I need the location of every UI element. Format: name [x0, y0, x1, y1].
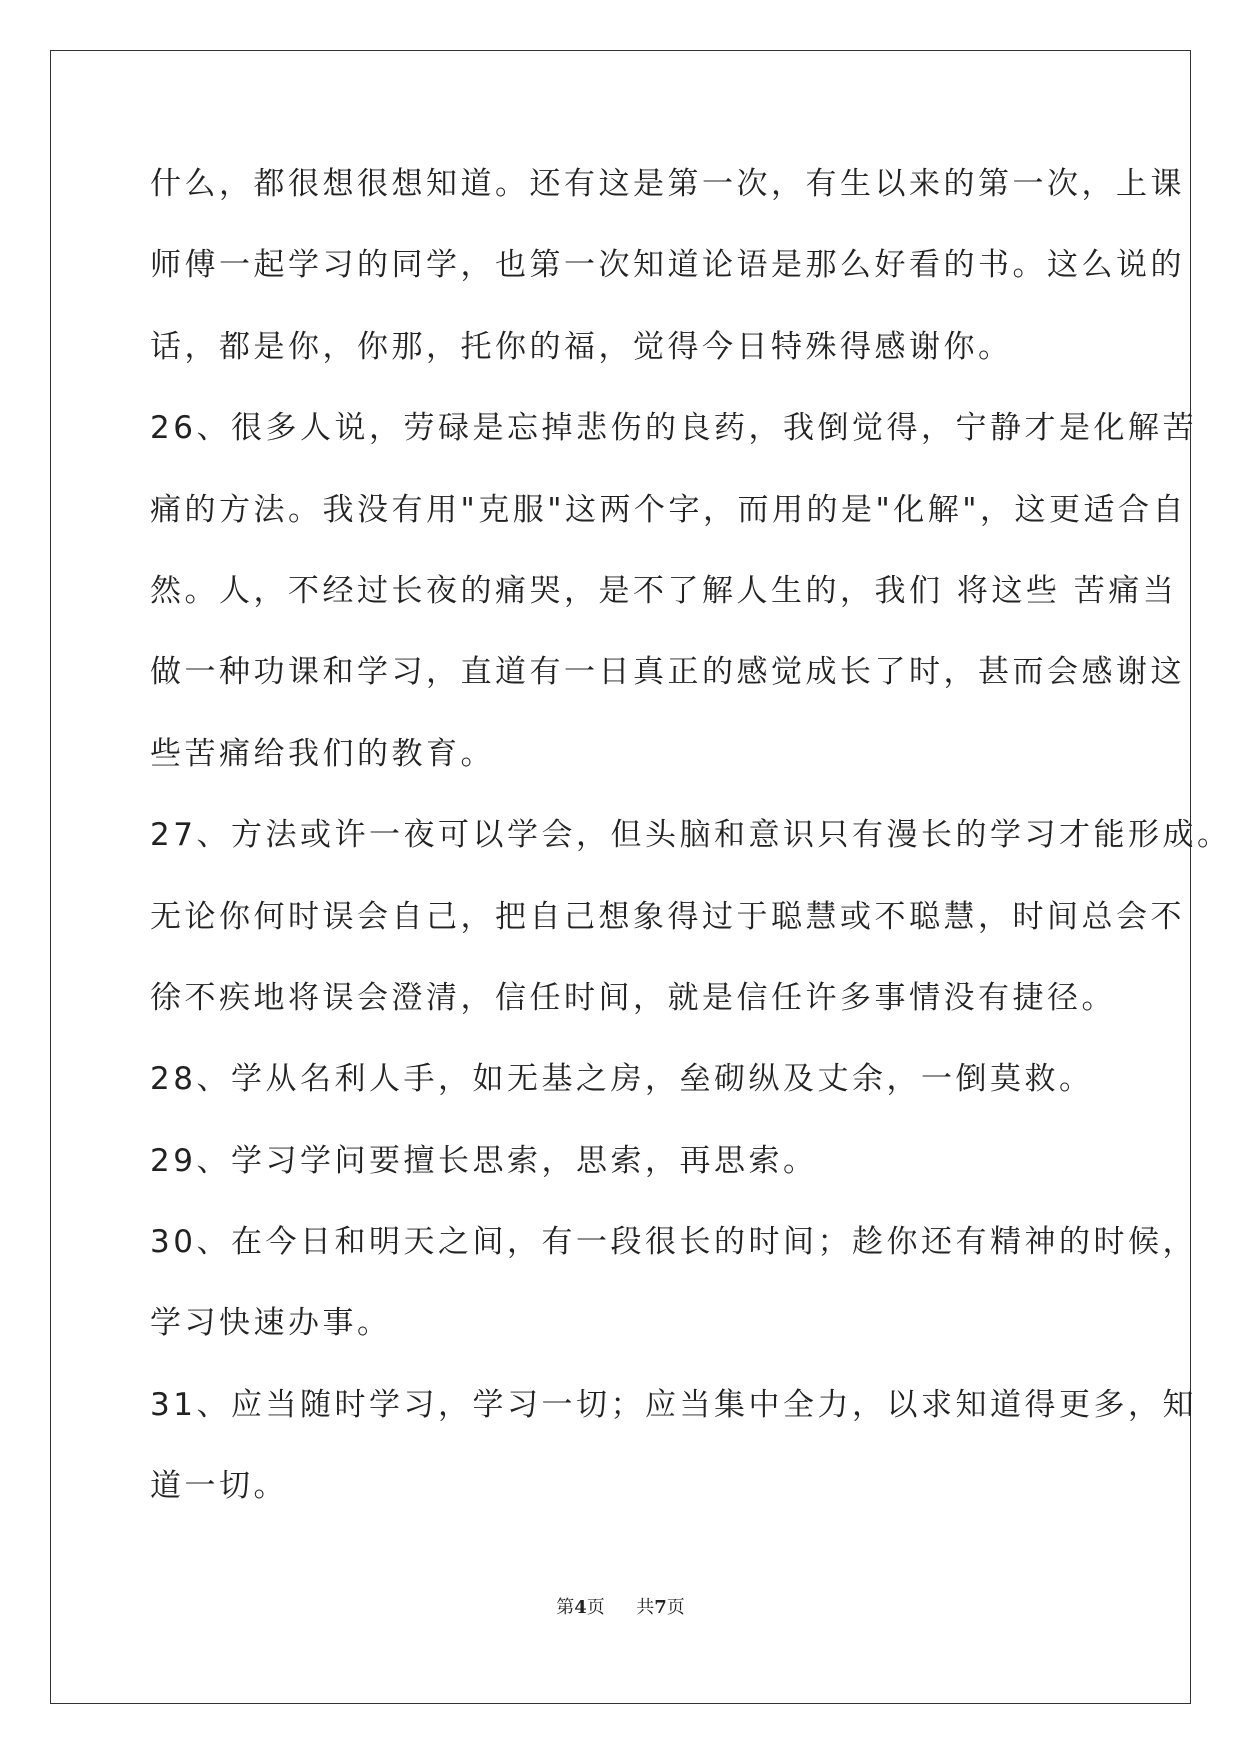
current-page-number: 4 [574, 1597, 587, 1618]
total-page-number: 7 [654, 1597, 667, 1618]
page-footer [0, 1596, 1241, 1620]
document-body [150, 158, 1232, 1542]
page-prefix: 第 [556, 1597, 575, 1618]
page-total-label [636, 1597, 685, 1618]
text-line: 30、在今日和明天之间，有一段很长的时间；趁你还有精神的时候， [150, 1224, 1197, 1261]
text-line: 26、很多人说，劳碌是忘掉悲伤的良药，我倒觉得，宁静才是化解苦 [150, 410, 1197, 447]
text-line: 无论你何时误会自己，把自己想象得过于聪慧或不聪慧，时间总会不 [150, 898, 1185, 935]
text-line: 徐不疾地将误会澄清，信任时间，就是信任许多事情没有捷径。 [150, 979, 1116, 1016]
page-number-label [556, 1597, 610, 1618]
text-line: 29、学习学问要擅长思索，思索，再思索。 [150, 1142, 818, 1179]
text-line: 些苦痛给我们的教育。 [150, 735, 495, 772]
text-line: 做一种功课和学习，直道有一日真正的感觉成长了时，甚而会感谢这 [150, 654, 1185, 691]
total-suffix: 页 [666, 1597, 685, 1618]
total-prefix: 共 [636, 1597, 655, 1618]
text-line: 师傅一起学习的同学，也第一次知道论语是那么好看的书。这么说的 [150, 247, 1185, 284]
text-line: 31、应当随时学习，学习一切；应当集中全力，以求知道得更多，知 [150, 1386, 1197, 1423]
text-line: 27、方法或许一夜可以学会，但头脑和意识只有漫长的学习才能形成。 [150, 817, 1232, 854]
text-line: 话，都是你，你那，托你的福，觉得今日特殊得感谢你。 [150, 328, 1013, 365]
text-line: 28、学从名利人手，如无基之房，垒砌纵及丈余，一倒莫救。 [150, 1061, 1094, 1098]
text-line: 道一切。 [150, 1468, 288, 1505]
page-suffix: 页 [586, 1597, 605, 1618]
text-line: 什么，都很想很想知道。还有这是第一次，有生以来的第一次，上课 [150, 166, 1185, 202]
text-line: 痛的方法。我没有用"克服"这两个字，而用的是"化解"，这更适合自 [150, 491, 1188, 528]
text-line: 然。人，不经过长夜的痛哭，是不了解人生的，我们 将这些 苦痛当 [150, 572, 1178, 609]
text-line: 学习快速办事。 [150, 1305, 392, 1342]
